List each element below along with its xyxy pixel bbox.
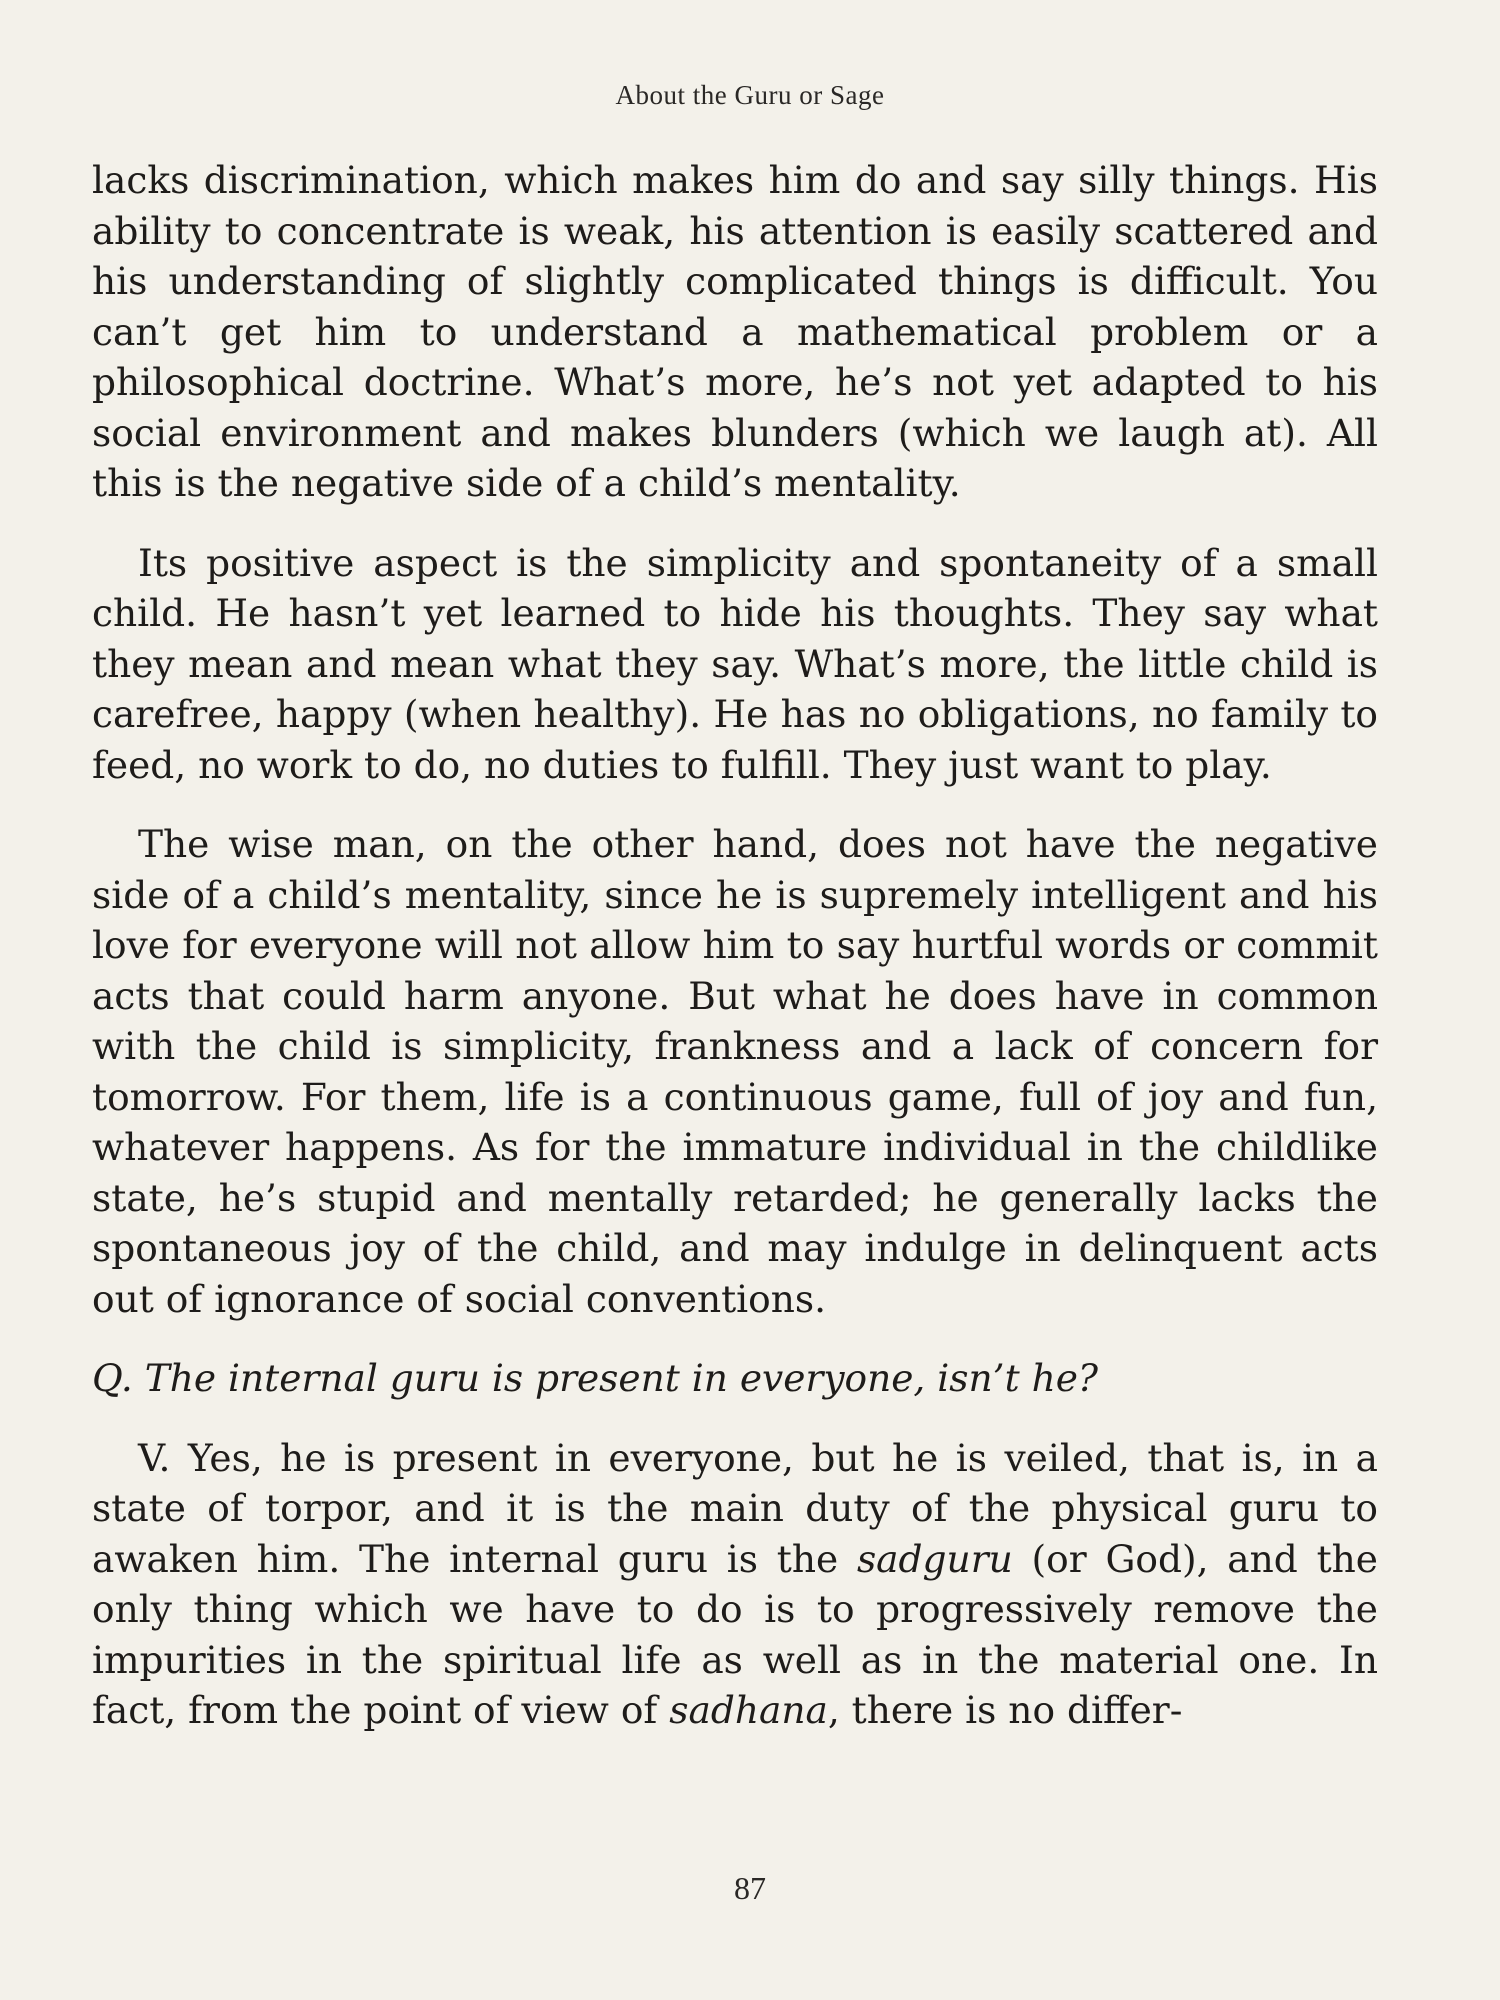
- paragraph-positive-aspect: Its positive aspect is the simplicity and spontaneity of a small child. He hasn’t yet learned to hide his thoughts. They say what they mean and mean what they say. What’s more, the little child is carefree, happy (when healthy). He has no obligations, no family to feed, no work to do, no duties to fulfill. They just want to play.: [92, 540, 1378, 787]
- question-internal-guru: Q. The internal guru is present in everyone, isn’t he?: [92, 1356, 1099, 1400]
- running-head: About the Guru or Sage: [615, 80, 885, 110]
- paragraph-wise-man: The wise man, on the other hand, does not have the negative side of a child’s mentality, since he is supremely intelligent and his love for everyone will not allow him to say hurtful words or commit acts that could harm anyone. But what he does have in common with the child is simplicity, frankness and a lack of concern for tomorrow. For them, life is a continuous game, full of joy and fun, whatever happens. As for the immature individual in the childlike state, he’s stupid and mentally retarded; he generally lacks the spontaneous joy of the child, and may indulge in delinquent acts out of ignorance of social conventions.: [92, 822, 1378, 1321]
- term-sadhana: sadhana: [669, 1688, 828, 1732]
- answer-text-1: V. Yes, he is present in everyone, but he is veiled, that is, in a state of torpor, and it is the main duty of the physical guru to awaken him. The internal guru is the: [92, 1435, 1378, 1581]
- body-text: [92, 155, 1378, 1736]
- answer-paragraph: [92, 1433, 1378, 1736]
- paragraph-continuation: lacks discrimination, which makes him do and say silly things. His ability to concentrate is weak, his attention is easily scattered and his understanding of slightly complicated things is difficult. You can’t get him to understand a mathematical problem or a philosophical doctrine. What’s more, he’s not yet adapted to his social environment and makes blunders (which we laugh at). All this is the negative side of a child’s mentality.: [92, 158, 1378, 505]
- answer-text-3: , there is no differ-: [827, 1688, 1183, 1732]
- answer-text-2: (or God), and the only thing which we have to do is to progressively remove the impurities in the spiritual life as well as in the material one. In fact, from the point of view of: [92, 1536, 1378, 1732]
- page-number: 87: [734, 1870, 766, 1906]
- term-sadguru: sadguru: [856, 1536, 1013, 1581]
